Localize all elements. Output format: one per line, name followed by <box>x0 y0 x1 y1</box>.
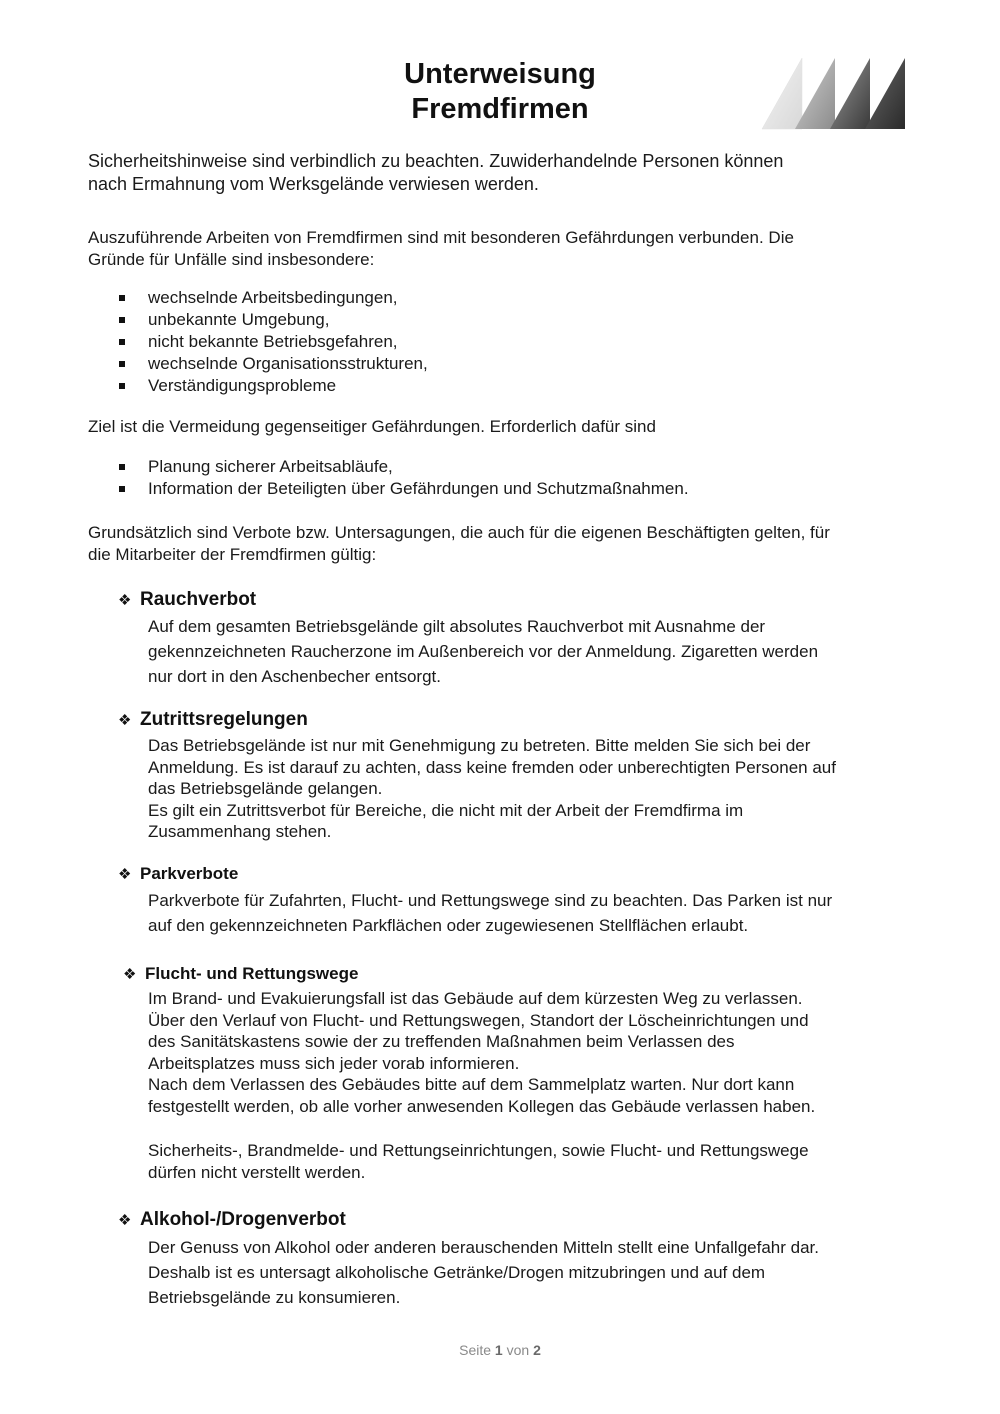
text-line: Betriebsgelände zu konsumieren. <box>148 1288 401 1307</box>
text-line: Im Brand- und Evakuierungsfall ist das Gebäude auf dem kürzesten Weg zu verlassen. <box>148 989 803 1008</box>
square-bullet-icon <box>119 486 125 492</box>
diamond-bullet-icon: ❖ <box>118 712 132 729</box>
footer-middle: von <box>506 1342 530 1358</box>
square-bullet-icon <box>119 317 125 323</box>
list-item: Planung sicherer Arbeitsabläufe, <box>118 456 689 478</box>
list-item: Verständigungsprobleme <box>118 375 428 397</box>
list-item: wechselnde Arbeitsbedingungen, <box>118 287 428 309</box>
section-heading-smoking: ❖ Rauchverbot <box>118 588 256 613</box>
text-line: das Betriebsgelände gelangen. <box>148 779 383 798</box>
section-heading-escape-routes: ❖ Flucht- und Rettungswege <box>123 963 358 986</box>
diamond-bullet-icon: ❖ <box>123 966 137 983</box>
text-line: Zusammenhang stehen. <box>148 822 332 841</box>
square-bullet-icon <box>119 464 125 470</box>
section-heading-alcohol: ❖ Alkohol-/Drogenverbot <box>118 1208 346 1233</box>
text-line: gekennzeichneten Raucherzone im Außenbereich vor der Anmeldung. Zigaretten werden <box>148 642 819 661</box>
square-bullet-icon <box>119 361 125 367</box>
text-line: Anmeldung. Es ist darauf zu achten, dass keine fremden oder unberechtigten Personen auf <box>148 757 836 777</box>
diamond-bullet-icon: ❖ <box>118 866 132 883</box>
section-body-smoking <box>148 614 918 689</box>
text-line: dürfen nicht verstellt werden. <box>148 1162 366 1182</box>
text-line: nach Ermahnung vom Werksgelände verwiesen werden. <box>88 174 539 194</box>
list-item: Information der Beteiligten über Gefährdungen und Schutzmaßnahmen. <box>118 478 689 500</box>
intro-paragraph <box>88 150 918 196</box>
text-line: Über den Verlauf von Flucht- und Rettungswegen, Standort der Löscheinrichtungen und <box>148 1010 809 1030</box>
section-heading-access: ❖ Zutrittsregelungen <box>118 708 308 733</box>
title-line-1: Unterweisung <box>404 58 596 90</box>
text-line: Parkverbote für Zufahrten, Flucht- und Rettungswege sind zu beachten. Das Parken ist nur <box>148 891 833 910</box>
section-body-escape-routes <box>148 988 918 1117</box>
text-line: festgestellt werden, ob alle vorher anwesenden Kollegen das Gebäude verlassen haben. <box>148 1096 816 1116</box>
text-line: Das Betriebsgelände ist nur mit Genehmigung zu betreten. Bitte melden Sie sich bei der <box>148 736 811 755</box>
list-item: unbekannte Umgebung, <box>118 309 428 331</box>
section-note-escape-routes <box>148 1140 918 1183</box>
diamond-bullet-icon: ❖ <box>118 592 132 609</box>
square-bullet-icon <box>119 383 125 389</box>
list-requirements <box>118 456 689 500</box>
text-line: die Mitarbeiter der Fremdfirmen gültig: <box>88 545 377 564</box>
text-line: Auszuführende Arbeiten von Fremdfirmen sind mit besonderen Gefährdungen verbunden. Die <box>88 228 794 247</box>
text-line: auf den gekennzeichneten Parkflächen oder zugewiesenen Stellflächen erlaubt. <box>148 916 749 935</box>
section-heading-parking: ❖ Parkverbote <box>118 863 238 886</box>
text-line: Es gilt ein Zutrittsverbot für Bereiche, die nicht mit der Arbeit der Fremdfirma im <box>148 800 744 820</box>
list-item: wechselnde Organisationsstrukturen, <box>118 353 428 375</box>
paragraph-goal: Ziel ist die Vermeidung gegenseitiger Gefährdungen. Erforderlich dafür sind <box>88 417 656 436</box>
text-line: Nach dem Verlassen des Gebäudes bitte auf dem Sammelplatz warten. Nur dort kann <box>148 1075 795 1094</box>
page-footer <box>0 1342 1000 1358</box>
footer-page-total: 2 <box>533 1342 541 1358</box>
text-line: des Sanitätskastens sowie der zu treffenden Maßnahmen beim Verlassen des <box>148 1032 735 1051</box>
footer-prefix: Seite <box>459 1342 492 1358</box>
paragraph-dangers <box>88 227 918 271</box>
text-line: Der Genuss von Alkohol oder anderen berauschenden Mitteln stellt eine Unfallgefahr dar. <box>148 1238 819 1257</box>
text-line: Grundsätzlich sind Verbote bzw. Untersagungen, die auch für die eigenen Beschäftigten gelten, für <box>88 523 830 542</box>
section-body-access <box>148 735 918 843</box>
footer-page-number: 1 <box>494 1342 503 1358</box>
text-line: nur dort in den Aschenbecher entsorgt. <box>148 667 441 686</box>
paragraph-prohibitions <box>88 522 918 566</box>
title-line-2: Fremdfirmen <box>411 93 589 125</box>
square-bullet-icon <box>119 295 125 301</box>
diamond-bullet-icon: ❖ <box>118 1212 132 1229</box>
text-line: Sicherheits-, Brandmelde- und Rettungseinrichtungen, sowie Flucht- und Rettungswege <box>148 1141 809 1160</box>
text-line: Arbeitsplatzes muss sich jeder vorab informieren. <box>148 1053 520 1073</box>
square-bullet-icon <box>119 339 125 345</box>
text-line: Auf dem gesamten Betriebsgelände gilt absolutes Rauchverbot mit Ausnahme der <box>148 617 766 636</box>
list-reasons <box>118 287 428 397</box>
section-body-parking <box>148 888 918 938</box>
text-line: Sicherheitshinweise sind verbindlich zu beachten. Zuwiderhandelnde Personen können <box>88 151 784 171</box>
list-item: nicht bekannte Betriebsgefahren, <box>118 331 428 353</box>
company-logo <box>760 56 910 131</box>
text-line: Deshalb ist es untersagt alkoholische Getränke/Drogen mitzubringen und auf dem <box>148 1263 766 1282</box>
text-line: Gründe für Unfälle sind insbesondere: <box>88 250 375 269</box>
section-body-alcohol <box>148 1235 918 1310</box>
